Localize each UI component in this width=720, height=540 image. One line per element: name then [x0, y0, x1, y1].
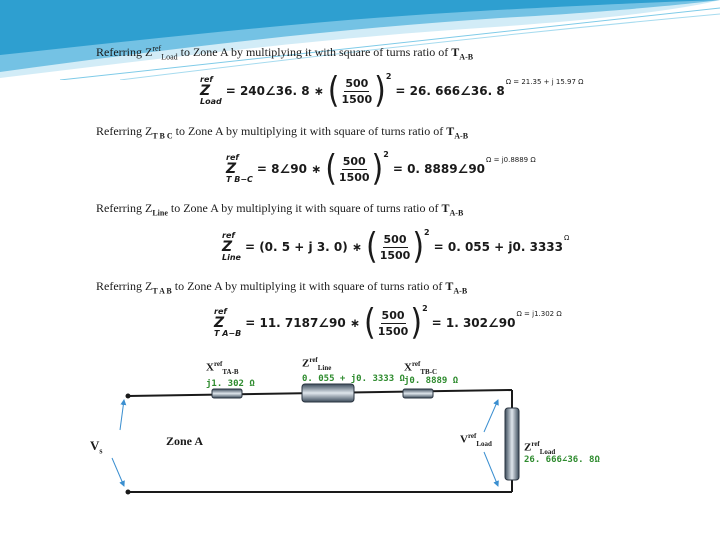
- x-tb-label: $X^{ref}_{TB-C}$: [404, 360, 438, 376]
- x-ta-element: [212, 389, 242, 398]
- x-tb-value: j0. 8889 Ω: [404, 376, 459, 386]
- v-load-label: $V^{ref}_{Load}$: [460, 432, 492, 448]
- step-text-3: Referring $Z_{Line}$ to Zone A by multiplying it with square of turns ratio of $T_{A-B}$: [96, 201, 464, 218]
- source-label: $V_s$: [90, 438, 103, 456]
- x-ta-value: j1. 302 Ω: [206, 379, 255, 389]
- header-wave-decoration: [0, 0, 720, 80]
- z-line-label: $Z^{ref}_{Line}$: [302, 356, 332, 372]
- z-load-label: $Z^{ref}_{Load}$: [524, 440, 556, 456]
- symbol: ref Z Load: [200, 75, 222, 106]
- step-text-1: Referring $Z^{ref}_{Load}$ to Zone A by multiplying it with square of turns ratio of $T_{A-B}$: [96, 44, 474, 62]
- z-load-value: 26. 666∠36. 8Ω: [524, 455, 600, 465]
- load-arrow-down: [484, 452, 498, 486]
- equivalent-circuit-diagram: [0, 340, 720, 540]
- step-text-4: Referring $Z_{T A B}$ to Zone A by multiplying it with square of turns ratio of $T_{A-B}$: [96, 279, 468, 296]
- source-arrow-down: [112, 458, 124, 486]
- equation-2: ref Z T B−C = 8∠90 ∗ ( $\frac{500}{1500}$ ) 2 = 0. 8889∠90 Ω = j0.8889 Ω: [226, 147, 536, 190]
- equation-3: ref Z Line = (0. 5 + j 3. 0) ∗ ( $\frac{500}{1500}$ ) 2 = 0. 055 + j0. 3333 Ω: [222, 225, 570, 268]
- load-arrow-up: [484, 400, 498, 432]
- z-line-element: [302, 384, 354, 402]
- x-ta-label: $X^{ref}_{TA-B}$: [206, 360, 239, 376]
- z-load-element: [505, 408, 519, 480]
- terminal-top: [126, 394, 131, 399]
- x-tb-element: [403, 389, 433, 398]
- step-text-2: Referring $Z_{T B C}$ to Zone A by multiplying it with square of turns ratio of $T_{A-B}$: [96, 124, 469, 141]
- source-arrow-up: [120, 400, 124, 430]
- zone-label: Zone A: [166, 434, 204, 448]
- equation-1: ref Z Load = 240∠36. 8 ∗ ( $\frac{500}{1500}$ ) 2 = 26. 666∠36. 8 Ω = 21.35 + j 15.97 Ω: [200, 69, 584, 112]
- terminal-bottom: [126, 490, 131, 495]
- equation-4: ref Z T A−B = 11. 7187∠90 ∗ ( $\frac{500}{1500}$ ) 2 = 1. 302∠90 Ω = j1.302 Ω: [214, 301, 562, 344]
- z-line-value: 0. 055 + j0. 3333 Ω: [302, 374, 405, 384]
